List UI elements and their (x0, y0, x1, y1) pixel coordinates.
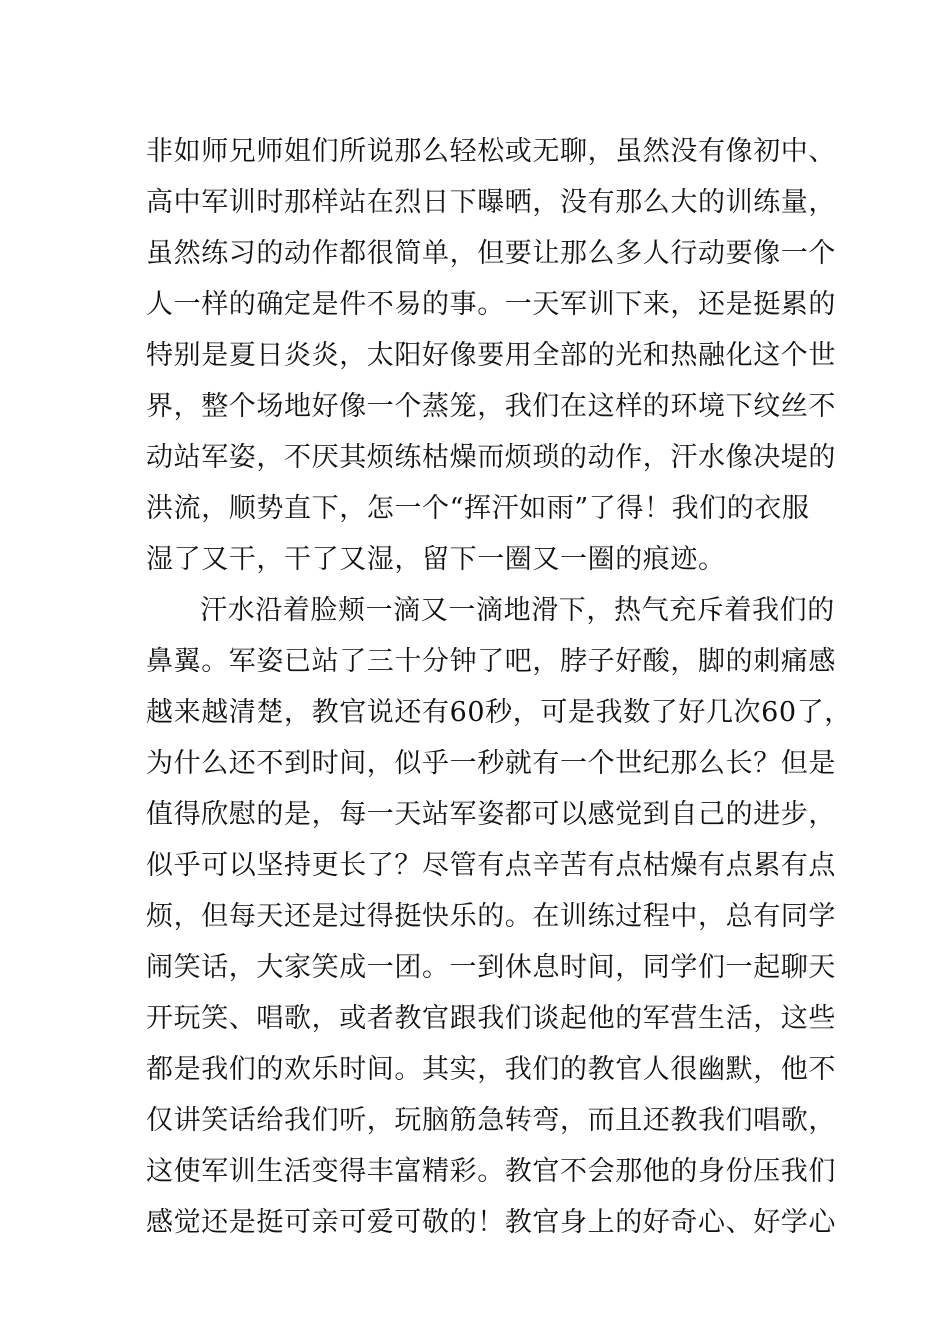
paragraph-line: 都是我们的欢乐时间。其实，我们的教官人很幽默，他不 (146, 1054, 836, 1085)
paragraph-line: 湿了又干，干了又湿，留下一圈又一圈的痕迹。 (146, 544, 726, 575)
paragraph-line: 感觉还是挺可亲可爱可敬的！教官身上的好奇心、好学心 (146, 1207, 836, 1238)
paragraph-line: 动站军姿，不厌其烦练枯燥而烦琐的动作，汗水像决堤的 (146, 442, 836, 473)
paragraph-line: 烦，但每天还是过得挺快乐的。在训练过程中，总有同学 (146, 901, 836, 932)
paragraph-1 (146, 126, 836, 585)
paragraph-line: 特别是夏日炎炎，太阳好像要用全部的光和热融化这个世 (146, 340, 836, 371)
paragraph-line: 闹笑话，大家笑成一团。一到休息时间，同学们一起聊天 (146, 952, 836, 983)
paragraph-line: 汗水沿着脸颊一滴又一滴地滑下，热气充斥着我们的 (200, 595, 835, 626)
paragraph-line: 为什么还不到时间，似乎一秒就有一个世纪那么长？但是 (146, 748, 836, 779)
paragraph-line: 似乎可以坚持更长了？尽管有点辛苦有点枯燥有点累有点 (146, 850, 836, 881)
paragraph-line: 鼻翼。军姿已站了三十分钟了吧，脖子好酸，脚的刺痛感 (146, 646, 836, 677)
paragraph-line: 高中军训时那样站在烈日下曝晒，没有那么大的训练量， (146, 187, 836, 218)
paragraph-line: 开玩笑、唱歌，或者教官跟我们谈起他的军营生活，这些 (146, 1003, 836, 1034)
paragraph-line: 人一样的确定是件不易的事。一天军训下来，还是挺累的 (146, 289, 836, 320)
paragraph-line: 仅讲笑话给我们听，玩脑筋急转弯，而且还教我们唱歌， (146, 1105, 836, 1136)
paragraph-line: 虽然练习的动作都很简单，但要让那么多人行动要像一个 (146, 238, 836, 269)
paragraph-line: 界，整个场地好像一个蒸笼，我们在这样的环境下纹丝不 (146, 391, 836, 422)
paragraph-2 (146, 585, 852, 1248)
paragraph-line: 洪流，顺势直下，怎一个“挥汗如雨”了得！我们的衣服 (146, 493, 810, 524)
paragraph-line: 非如师兄师姐们所说那么轻松或无聊，虽然没有像初中、 (146, 136, 836, 167)
paragraph-line: 这使军训生活变得丰富精彩。教官不会那他的身份压我们 (146, 1156, 836, 1187)
document-body (146, 126, 852, 1248)
paragraph-line: 值得欣慰的是，每一天站军姿都可以感觉到自己的进步， (146, 799, 836, 830)
paragraph-line: 越来越清楚，教官说还有60秒，可是我数了好几次60了， (146, 697, 852, 728)
